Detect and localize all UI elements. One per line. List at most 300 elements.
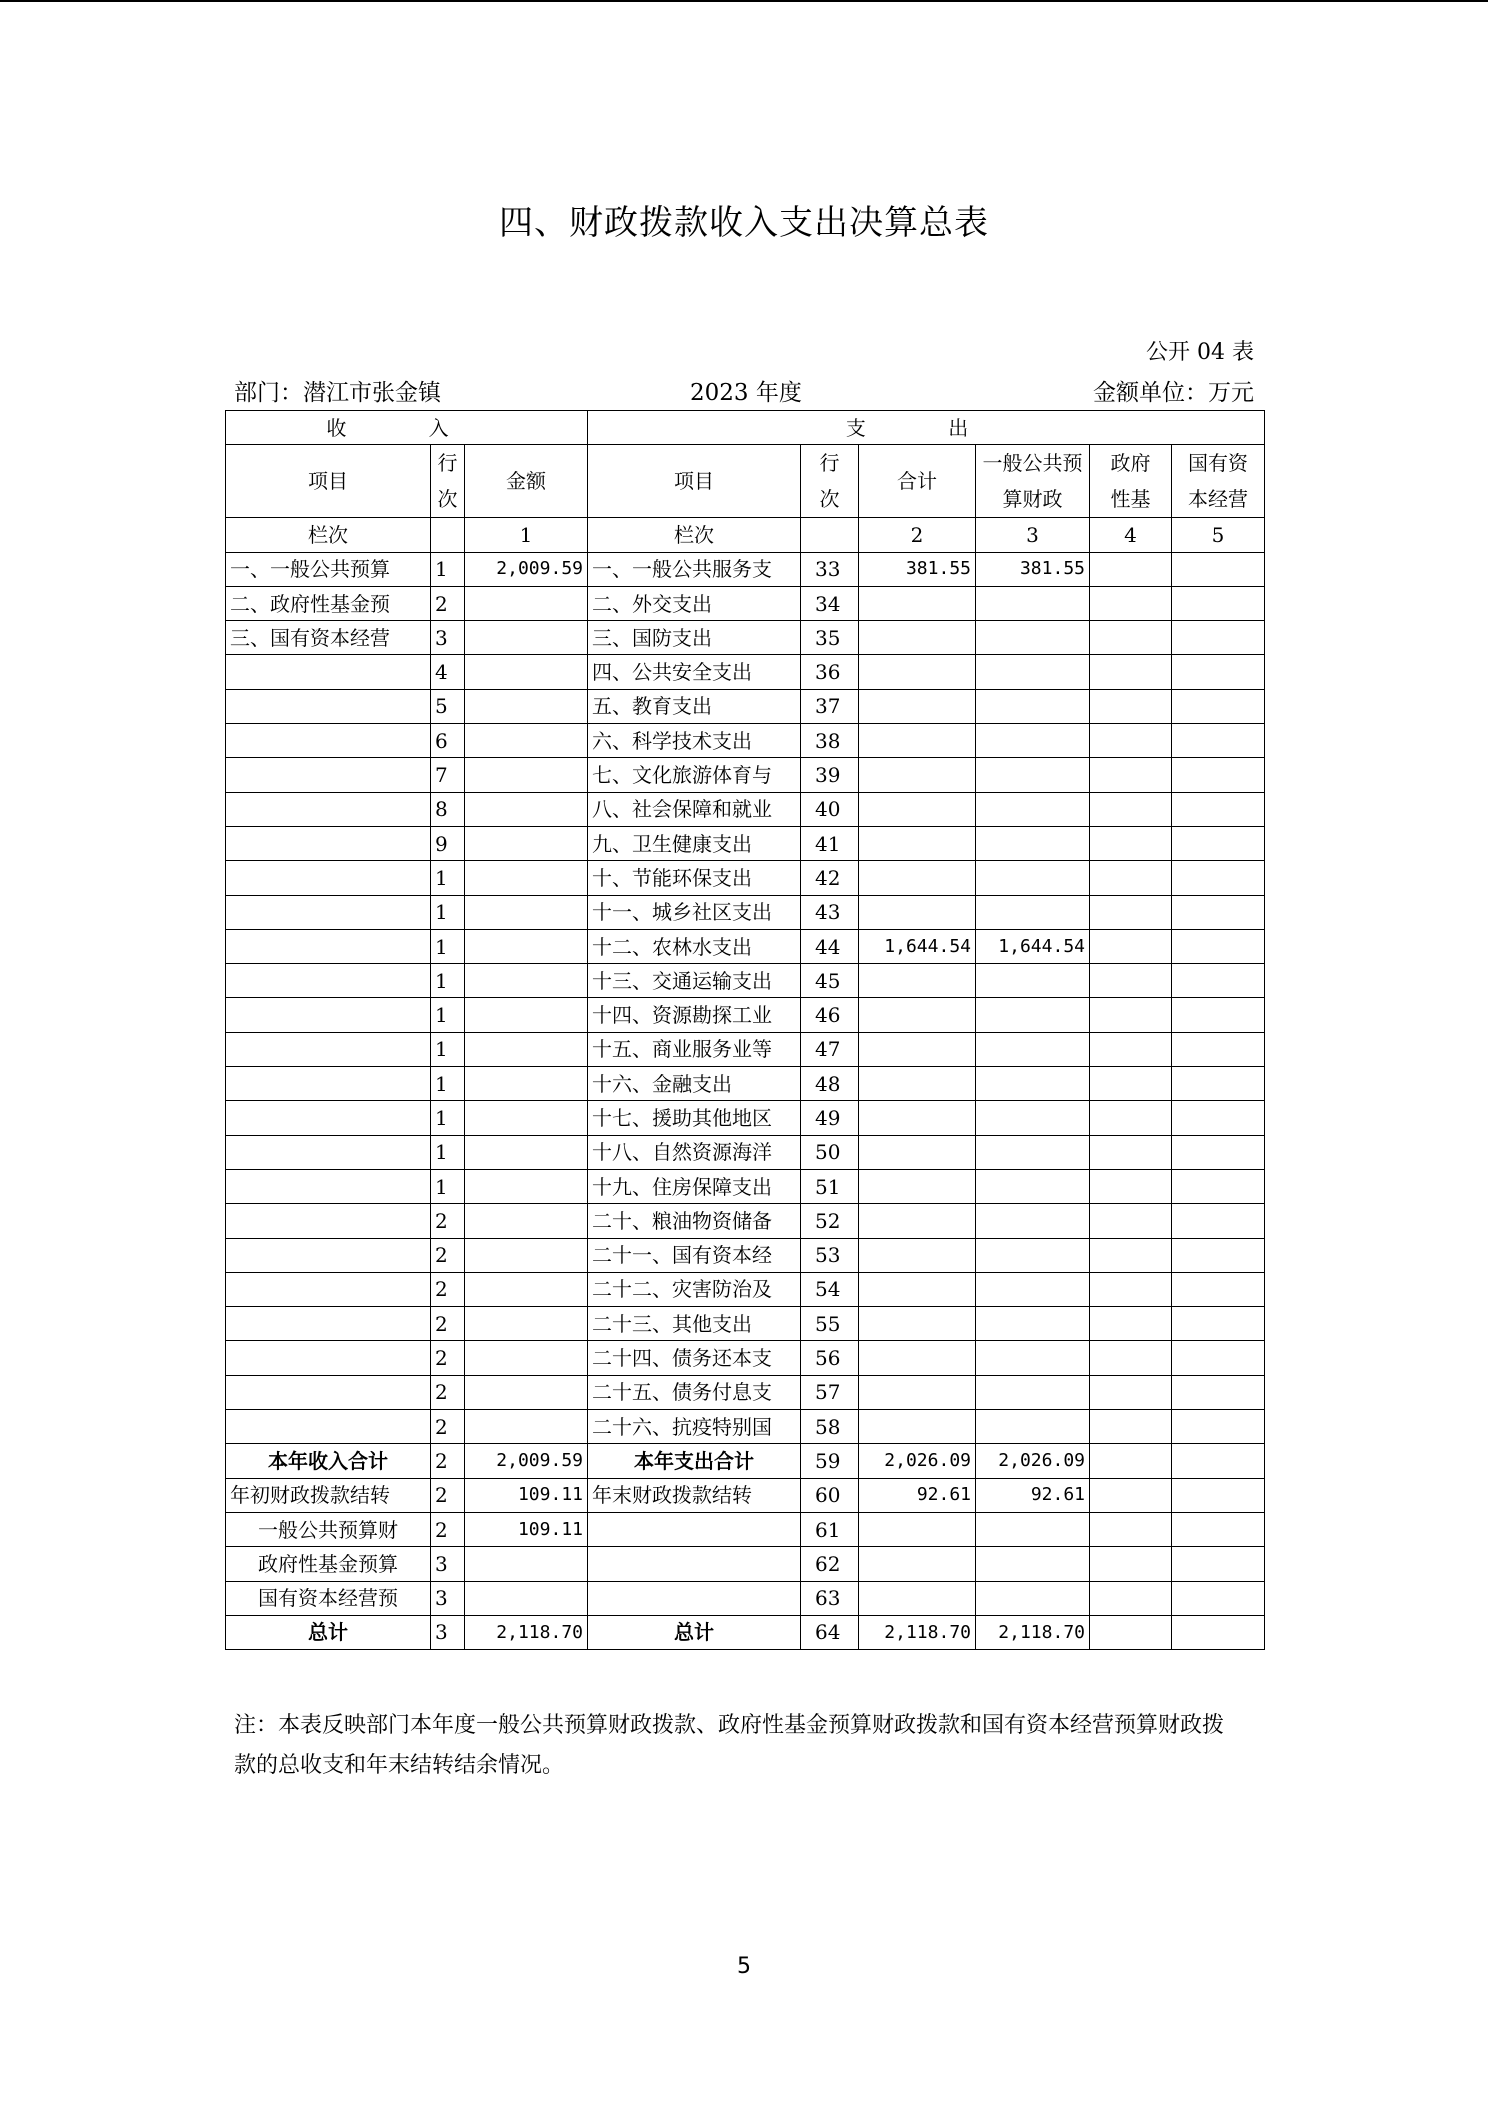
expense-line: 56 bbox=[801, 1341, 859, 1375]
expense-statecapital bbox=[1172, 655, 1265, 689]
expense-total-header: 合计 bbox=[859, 445, 976, 518]
income-line: 1 bbox=[431, 1032, 465, 1066]
page-number: 5 bbox=[737, 1954, 751, 1979]
income-line: 2 bbox=[431, 1444, 465, 1478]
expense-general: 2,118.70 bbox=[976, 1615, 1090, 1649]
expense-govfund bbox=[1090, 895, 1172, 929]
income-item bbox=[226, 655, 431, 689]
income-line: 1 bbox=[431, 552, 465, 586]
expense-line: 64 bbox=[801, 1615, 859, 1649]
expense-govfund bbox=[1090, 1547, 1172, 1581]
expense-line: 36 bbox=[801, 655, 859, 689]
expense-line: 35 bbox=[801, 621, 859, 655]
expense-item: 二十、粮油物资储备 bbox=[588, 1204, 801, 1238]
table-row bbox=[226, 826, 1265, 860]
expense-general bbox=[976, 964, 1090, 998]
expense-govfund bbox=[1090, 1444, 1172, 1478]
expense-total bbox=[859, 1512, 976, 1546]
expense-total bbox=[859, 1547, 976, 1581]
income-line: 1 bbox=[431, 1101, 465, 1135]
income-item bbox=[226, 1375, 431, 1409]
expense-govfund bbox=[1090, 552, 1172, 586]
expense-statecapital bbox=[1172, 1375, 1265, 1409]
income-line: 2 bbox=[431, 1512, 465, 1546]
income-line: 1 bbox=[431, 929, 465, 963]
expense-govfund bbox=[1090, 758, 1172, 792]
expense-statecapital bbox=[1172, 1410, 1265, 1444]
expense-statecapital bbox=[1172, 1547, 1265, 1581]
income-amount bbox=[465, 758, 588, 792]
expense-total bbox=[859, 964, 976, 998]
income-item bbox=[226, 792, 431, 826]
expense-line: 38 bbox=[801, 724, 859, 758]
expense-item: 八、社会保障和就业 bbox=[588, 792, 801, 826]
expense-total bbox=[859, 1410, 976, 1444]
expense-line: 34 bbox=[801, 586, 859, 620]
income-item bbox=[226, 895, 431, 929]
income-line: 3 bbox=[431, 1581, 465, 1615]
income-line: 2 bbox=[431, 1238, 465, 1272]
expense-statecapital bbox=[1172, 1135, 1265, 1169]
expense-line-blank bbox=[801, 518, 859, 552]
income-line: 1 bbox=[431, 1135, 465, 1169]
income-amount bbox=[465, 826, 588, 860]
expense-govfund bbox=[1090, 1410, 1172, 1444]
income-amount bbox=[465, 1135, 588, 1169]
income-amount bbox=[465, 1375, 588, 1409]
table-row bbox=[226, 964, 1265, 998]
expense-line: 49 bbox=[801, 1101, 859, 1135]
income-item bbox=[226, 1410, 431, 1444]
column-number-row bbox=[226, 518, 1265, 552]
expense-general: 92.61 bbox=[976, 1478, 1090, 1512]
income-amount bbox=[465, 724, 588, 758]
expense-total bbox=[859, 1307, 976, 1341]
expense-statecapital bbox=[1172, 1067, 1265, 1101]
expense-general bbox=[976, 826, 1090, 860]
expense-total bbox=[859, 621, 976, 655]
expense-govfund bbox=[1090, 861, 1172, 895]
col-number-4: 4 bbox=[1090, 518, 1172, 552]
expense-general bbox=[976, 689, 1090, 723]
income-item bbox=[226, 1032, 431, 1066]
expense-govfund-header: 政府性基 bbox=[1090, 445, 1172, 518]
income-item bbox=[226, 1272, 431, 1306]
expense-general bbox=[976, 861, 1090, 895]
expense-total bbox=[859, 826, 976, 860]
expense-general bbox=[976, 621, 1090, 655]
expense-statecapital bbox=[1172, 689, 1265, 723]
expense-govfund bbox=[1090, 929, 1172, 963]
expense-govfund bbox=[1090, 586, 1172, 620]
expense-item: 七、文化旅游体育与 bbox=[588, 758, 801, 792]
income-line: 6 bbox=[431, 724, 465, 758]
expense-item: 十四、资源勘探工业 bbox=[588, 998, 801, 1032]
table-row bbox=[226, 929, 1265, 963]
expense-line: 52 bbox=[801, 1204, 859, 1238]
expense-item: 十、节能环保支出 bbox=[588, 861, 801, 895]
expense-statecapital bbox=[1172, 1307, 1265, 1341]
expense-govfund bbox=[1090, 689, 1172, 723]
income-item bbox=[226, 1204, 431, 1238]
table-row bbox=[226, 724, 1265, 758]
expense-total bbox=[859, 1375, 976, 1409]
expense-line: 54 bbox=[801, 1272, 859, 1306]
income-amount bbox=[465, 1581, 588, 1615]
expense-line: 47 bbox=[801, 1032, 859, 1066]
expense-general bbox=[976, 1135, 1090, 1169]
income-item: 三、国有资本经营 bbox=[226, 621, 431, 655]
expense-general bbox=[976, 998, 1090, 1032]
income-amount bbox=[465, 895, 588, 929]
expense-statecapital bbox=[1172, 1169, 1265, 1203]
income-amount: 109.11 bbox=[465, 1512, 588, 1546]
summary-row bbox=[226, 1512, 1265, 1546]
income-amount: 109.11 bbox=[465, 1478, 588, 1512]
expense-statecapital bbox=[1172, 792, 1265, 826]
expense-line: 63 bbox=[801, 1581, 859, 1615]
income-amount bbox=[465, 1272, 588, 1306]
expense-item: 二十一、国有资本经 bbox=[588, 1238, 801, 1272]
income-line: 4 bbox=[431, 655, 465, 689]
expense-statecapital bbox=[1172, 1512, 1265, 1546]
expense-line: 39 bbox=[801, 758, 859, 792]
income-item-header: 项目 bbox=[226, 445, 431, 518]
expense-item: 十八、自然资源海洋 bbox=[588, 1135, 801, 1169]
income-line: 3 bbox=[431, 1615, 465, 1649]
expense-statecapital bbox=[1172, 964, 1265, 998]
expense-total: 92.61 bbox=[859, 1478, 976, 1512]
summary-row bbox=[226, 1615, 1265, 1649]
expense-item: 四、公共安全支出 bbox=[588, 655, 801, 689]
income-item bbox=[226, 758, 431, 792]
expense-govfund bbox=[1090, 1238, 1172, 1272]
expense-item: 十七、援助其他地区 bbox=[588, 1101, 801, 1135]
expense-item: 年末财政拨款结转 bbox=[588, 1478, 801, 1512]
expense-item: 五、教育支出 bbox=[588, 689, 801, 723]
expense-statecapital bbox=[1172, 1341, 1265, 1375]
expense-govfund bbox=[1090, 1101, 1172, 1135]
expense-line: 59 bbox=[801, 1444, 859, 1478]
income-amount bbox=[465, 1032, 588, 1066]
expense-line-header: 行次 bbox=[801, 445, 859, 518]
expense-total bbox=[859, 1581, 976, 1615]
table-row bbox=[226, 1135, 1265, 1169]
expense-total bbox=[859, 1341, 976, 1375]
income-item bbox=[226, 998, 431, 1032]
income-item bbox=[226, 1238, 431, 1272]
expense-govfund bbox=[1090, 1512, 1172, 1546]
income-line: 1 bbox=[431, 998, 465, 1032]
expense-govfund bbox=[1090, 792, 1172, 826]
expense-item: 二十三、其他支出 bbox=[588, 1307, 801, 1341]
expense-govfund bbox=[1090, 964, 1172, 998]
expense-govfund bbox=[1090, 1032, 1172, 1066]
income-line-blank bbox=[431, 518, 465, 552]
income-item bbox=[226, 1135, 431, 1169]
income-amount: 2,009.59 bbox=[465, 1444, 588, 1478]
income-amount bbox=[465, 1410, 588, 1444]
table-row bbox=[226, 1341, 1265, 1375]
expense-statecapital bbox=[1172, 861, 1265, 895]
expense-statecapital bbox=[1172, 552, 1265, 586]
expense-statecapital bbox=[1172, 998, 1265, 1032]
income-line: 9 bbox=[431, 826, 465, 860]
expense-statecapital bbox=[1172, 1238, 1265, 1272]
expense-general bbox=[976, 724, 1090, 758]
header-row-sections bbox=[226, 411, 1265, 445]
expense-line: 60 bbox=[801, 1478, 859, 1512]
expense-lanci-label: 栏次 bbox=[588, 518, 801, 552]
expense-statecapital bbox=[1172, 1444, 1265, 1478]
income-line: 5 bbox=[431, 689, 465, 723]
expense-govfund bbox=[1090, 1478, 1172, 1512]
expense-general bbox=[976, 1547, 1090, 1581]
expense-item-header: 项目 bbox=[588, 445, 801, 518]
expense-line: 41 bbox=[801, 826, 859, 860]
expense-line: 46 bbox=[801, 998, 859, 1032]
income-amount bbox=[465, 998, 588, 1032]
expense-item: 二十六、抗疫特别国 bbox=[588, 1410, 801, 1444]
income-item: 一般公共预算财 bbox=[226, 1512, 431, 1546]
expense-statecapital bbox=[1172, 895, 1265, 929]
expense-govfund bbox=[1090, 655, 1172, 689]
expense-statecapital bbox=[1172, 1478, 1265, 1512]
table-row bbox=[226, 552, 1265, 586]
expense-item: 二十五、债务付息支 bbox=[588, 1375, 801, 1409]
expense-line: 42 bbox=[801, 861, 859, 895]
expense-govfund bbox=[1090, 1067, 1172, 1101]
expense-general bbox=[976, 586, 1090, 620]
income-line: 2 bbox=[431, 1478, 465, 1512]
expense-govfund bbox=[1090, 1135, 1172, 1169]
income-amount: 2,118.70 bbox=[465, 1615, 588, 1649]
table-row bbox=[226, 1272, 1265, 1306]
expense-line: 37 bbox=[801, 689, 859, 723]
income-amount bbox=[465, 861, 588, 895]
expense-statecapital bbox=[1172, 621, 1265, 655]
fiscal-year: 2023 年度 bbox=[690, 380, 802, 406]
income-line-header: 行次 bbox=[431, 445, 465, 518]
income-line: 2 bbox=[431, 1272, 465, 1306]
expense-total bbox=[859, 1067, 976, 1101]
expense-govfund bbox=[1090, 1204, 1172, 1238]
table-row bbox=[226, 1101, 1265, 1135]
expense-item: 本年支出合计 bbox=[588, 1444, 801, 1478]
income-amount bbox=[465, 1204, 588, 1238]
income-amount bbox=[465, 1067, 588, 1101]
expense-statecapital-header: 国有资本经营 bbox=[1172, 445, 1265, 518]
summary-row bbox=[226, 1478, 1265, 1512]
expense-item: 一、一般公共服务支 bbox=[588, 552, 801, 586]
income-lanci-label: 栏次 bbox=[226, 518, 431, 552]
expense-total bbox=[859, 1204, 976, 1238]
income-amount bbox=[465, 621, 588, 655]
expense-total bbox=[859, 1238, 976, 1272]
income-item: 总计 bbox=[226, 1615, 431, 1649]
expense-general bbox=[976, 1512, 1090, 1546]
expense-total bbox=[859, 724, 976, 758]
table-row bbox=[226, 1375, 1265, 1409]
income-line: 1 bbox=[431, 861, 465, 895]
expense-general-header: 一般公共预算财政 bbox=[976, 445, 1090, 518]
expense-item: 二十二、灾害防治及 bbox=[588, 1272, 801, 1306]
income-amount bbox=[465, 1238, 588, 1272]
income-item bbox=[226, 724, 431, 758]
income-line: 2 bbox=[431, 1375, 465, 1409]
income-line: 3 bbox=[431, 1547, 465, 1581]
expense-item bbox=[588, 1581, 801, 1615]
expense-statecapital bbox=[1172, 1581, 1265, 1615]
expense-line: 44 bbox=[801, 929, 859, 963]
expense-general bbox=[976, 895, 1090, 929]
income-amount bbox=[465, 929, 588, 963]
col-number-5: 5 bbox=[1172, 518, 1265, 552]
table-row bbox=[226, 1238, 1265, 1272]
income-line: 3 bbox=[431, 621, 465, 655]
expense-general bbox=[976, 1341, 1090, 1375]
expense-general bbox=[976, 1204, 1090, 1238]
expense-item: 十三、交通运输支出 bbox=[588, 964, 801, 998]
income-amount bbox=[465, 1169, 588, 1203]
amount-unit: 金额单位：万元 bbox=[1093, 380, 1254, 406]
expense-statecapital bbox=[1172, 1615, 1265, 1649]
expense-total bbox=[859, 655, 976, 689]
expense-line: 62 bbox=[801, 1547, 859, 1581]
expense-general bbox=[976, 1307, 1090, 1341]
table-row bbox=[226, 1204, 1265, 1238]
expense-line: 58 bbox=[801, 1410, 859, 1444]
table-row bbox=[226, 1067, 1265, 1101]
income-amount bbox=[465, 586, 588, 620]
expense-statecapital bbox=[1172, 1101, 1265, 1135]
expense-statecapital bbox=[1172, 1032, 1265, 1066]
expense-item: 十六、金融支出 bbox=[588, 1067, 801, 1101]
expense-general: 2,026.09 bbox=[976, 1444, 1090, 1478]
expense-general: 1,644.54 bbox=[976, 929, 1090, 963]
table-row bbox=[226, 1410, 1265, 1444]
income-amount bbox=[465, 1547, 588, 1581]
expense-general bbox=[976, 1272, 1090, 1306]
expense-item: 三、国防支出 bbox=[588, 621, 801, 655]
expense-total bbox=[859, 895, 976, 929]
expense-item: 总计 bbox=[588, 1615, 801, 1649]
income-item bbox=[226, 689, 431, 723]
table-row bbox=[226, 792, 1265, 826]
expense-general bbox=[976, 1032, 1090, 1066]
income-item: 国有资本经营预 bbox=[226, 1581, 431, 1615]
income-item: 二、政府性基金预 bbox=[226, 586, 431, 620]
summary-row bbox=[226, 1581, 1265, 1615]
expense-item bbox=[588, 1547, 801, 1581]
table-row bbox=[226, 655, 1265, 689]
form-number: 公开 04 表 bbox=[1146, 340, 1254, 365]
income-line: 2 bbox=[431, 1204, 465, 1238]
expense-item: 二十四、债务还本支 bbox=[588, 1341, 801, 1375]
income-amount: 2,009.59 bbox=[465, 552, 588, 586]
expense-line: 33 bbox=[801, 552, 859, 586]
expense-total: 1,644.54 bbox=[859, 929, 976, 963]
expense-total bbox=[859, 689, 976, 723]
income-item bbox=[226, 1169, 431, 1203]
expense-general bbox=[976, 1410, 1090, 1444]
expense-line: 40 bbox=[801, 792, 859, 826]
expense-line: 61 bbox=[801, 1512, 859, 1546]
table-row bbox=[226, 998, 1265, 1032]
expense-statecapital bbox=[1172, 758, 1265, 792]
expense-total bbox=[859, 758, 976, 792]
expense-line: 45 bbox=[801, 964, 859, 998]
table-row bbox=[226, 895, 1265, 929]
expense-govfund bbox=[1090, 998, 1172, 1032]
expense-line: 48 bbox=[801, 1067, 859, 1101]
appropriation-table bbox=[225, 410, 1265, 1650]
expense-item: 二、外交支出 bbox=[588, 586, 801, 620]
income-line: 1 bbox=[431, 1169, 465, 1203]
income-line: 2 bbox=[431, 586, 465, 620]
income-item bbox=[226, 1307, 431, 1341]
col-number-2: 2 bbox=[859, 518, 976, 552]
summary-row bbox=[226, 1444, 1265, 1478]
table-row bbox=[226, 1032, 1265, 1066]
income-item bbox=[226, 826, 431, 860]
expense-item: 十九、住房保障支出 bbox=[588, 1169, 801, 1203]
expense-govfund bbox=[1090, 826, 1172, 860]
expense-header: 支 出 bbox=[588, 411, 1265, 445]
income-line: 2 bbox=[431, 1341, 465, 1375]
expense-statecapital bbox=[1172, 724, 1265, 758]
expense-total bbox=[859, 1101, 976, 1135]
expense-govfund bbox=[1090, 1272, 1172, 1306]
income-line: 8 bbox=[431, 792, 465, 826]
expense-line: 51 bbox=[801, 1169, 859, 1203]
expense-item: 十一、城乡社区支出 bbox=[588, 895, 801, 929]
expense-total bbox=[859, 1272, 976, 1306]
header-row-columns bbox=[226, 445, 1265, 518]
table-row bbox=[226, 758, 1265, 792]
expense-govfund bbox=[1090, 1615, 1172, 1649]
expense-item: 十五、商业服务业等 bbox=[588, 1032, 801, 1066]
page-title: 四、财政拨款收入支出决算总表 bbox=[499, 203, 989, 243]
expense-line: 57 bbox=[801, 1375, 859, 1409]
table-row bbox=[226, 586, 1265, 620]
expense-total bbox=[859, 1032, 976, 1066]
income-line: 1 bbox=[431, 895, 465, 929]
expense-total bbox=[859, 586, 976, 620]
expense-general bbox=[976, 758, 1090, 792]
income-item bbox=[226, 929, 431, 963]
income-amount bbox=[465, 964, 588, 998]
expense-govfund bbox=[1090, 1375, 1172, 1409]
income-item bbox=[226, 964, 431, 998]
expense-item: 十二、农林水支出 bbox=[588, 929, 801, 963]
table-row bbox=[226, 621, 1265, 655]
income-item: 政府性基金预算 bbox=[226, 1547, 431, 1581]
expense-total bbox=[859, 1135, 976, 1169]
expense-statecapital bbox=[1172, 929, 1265, 963]
income-item: 一、一般公共预算 bbox=[226, 552, 431, 586]
expense-govfund bbox=[1090, 1307, 1172, 1341]
expense-total: 381.55 bbox=[859, 552, 976, 586]
expense-govfund bbox=[1090, 1581, 1172, 1615]
table-row bbox=[226, 689, 1265, 723]
expense-general bbox=[976, 1375, 1090, 1409]
income-item bbox=[226, 1101, 431, 1135]
income-amount bbox=[465, 689, 588, 723]
expense-line: 43 bbox=[801, 895, 859, 929]
expense-total bbox=[859, 792, 976, 826]
expense-govfund bbox=[1090, 724, 1172, 758]
